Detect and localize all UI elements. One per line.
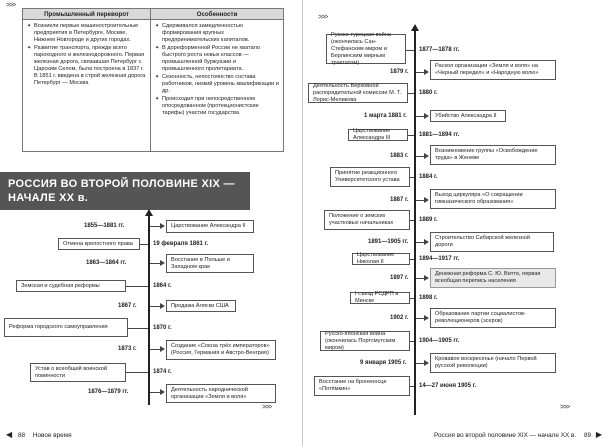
connector [406,50,414,51]
event-label: Принятие реакционного Университетского устава [335,170,400,183]
event-box [166,340,276,360]
timeline-axis [414,30,416,415]
event-label: Продажа Аляски США [171,302,229,309]
arrow [424,239,429,245]
list-item: ✦ В дореформенной России не хватало быстрого роста новых классов — промышленной буржуазии и промышленного пролетариата. [155,45,279,73]
event-label: I съезд РСДРП в Минске [355,291,399,304]
event-box [348,129,408,141]
connector [410,220,414,221]
timeline-date: 1887 г. [390,197,409,203]
table-cell [23,20,151,152]
timeline-date: 1876—1879 гг. [88,389,129,395]
timeline-date: 1894—1917 гг. [419,256,460,262]
event-box [330,167,410,187]
list-item: ✦ Происходил при непосредственном опосредованном (протекционистские тарифы) участии государства [155,96,279,117]
timeline-axis [148,215,150,405]
timeline-date: 1873 г. [118,346,137,352]
event-label: Деятельность Верховной распорядительной комиссии М. Т. Лорис-Меликова [313,82,402,103]
chevron-marker: >>> [262,404,272,411]
industrial-table [22,8,284,152]
arrow [424,360,429,366]
arrow [424,197,429,203]
connector [128,328,148,329]
timeline-date: 1880 г. [419,90,438,96]
event-box [314,376,410,396]
event-box [166,300,236,312]
arrow [160,260,165,266]
event-box [430,145,556,165]
timeline-date: 1889 г. [419,217,438,223]
event-label: Деятельность народнической организации «Земля и воля» [171,386,248,400]
event-box [166,254,254,273]
event-label: Отмена крепостного права [63,240,133,247]
event-label: Восстание в Польше и Западном крае [171,256,230,270]
event-label: Строительство Сибирской железной дороги [435,235,530,248]
timeline-date: 19 февраля 1861 г. [153,241,209,247]
page-footer: ◀ 88 Новое время [6,430,72,439]
event-label: Восстание на броненосце «Потёмкин» [319,379,387,392]
event-label: Выход циркуляра «О сокращении гимназического образования» [435,192,523,205]
timeline-date: 1877—1878 гг. [419,47,460,53]
event-box [430,353,556,373]
timeline-date: 1884 г. [419,174,438,180]
event-label: Реформа городского самоуправления [9,324,108,330]
page-number: 88 [17,432,26,439]
timeline-date: 1898 г. [419,295,438,301]
event-box [4,318,128,337]
timeline-date: 9 января 1905 г. [360,360,407,366]
list-item: ✦ Сезонность, непостоянство состава работников, низкий уровень квалификации и др. [155,74,279,95]
chevron-marker: >>> [6,2,16,9]
arrow [424,153,429,159]
event-label: Создание «Союза трёх императоров» (Россия, Германия и Австро-Венгрия) [171,343,270,356]
event-box [166,220,254,233]
event-label: Положение о земских участковых начальниках [329,213,394,226]
event-label: Убийство Александра II [435,112,497,119]
event-label: Кровавое воскресенье (начало Первой русской революции) [435,356,537,369]
event-box [430,308,556,328]
event-box [430,110,506,122]
chevron-marker: >>> [318,14,328,21]
timeline-date: 1867 г. [118,303,137,309]
right-page [304,0,608,446]
arrow [424,69,429,75]
timeline-date: 14—27 июня 1905 г. [419,383,477,389]
timeline-date: 1891—1905 гг. [368,239,409,245]
page-footer: Россия во второй половине XIX — начале XX в. 89 ▶ [434,430,602,439]
event-label: Царствование Александра III [353,128,391,141]
connector [408,135,414,136]
event-box [352,253,410,265]
page-number: 89 [583,432,592,439]
event-box [324,210,410,230]
event-box [166,384,276,403]
timeline-date: 1864 г. [153,283,172,289]
event-label: Царствование Александра II [171,223,246,229]
connector [410,298,414,299]
table-header: Промышленный переворот [23,9,151,20]
event-box [58,238,140,250]
connector [410,386,414,387]
timeline-date: 1870 г. [153,325,172,331]
timeline-date: 1863—1864 гг. [86,260,127,266]
timeline-date: 1 марта 1881 г. [364,113,407,119]
event-label: Раскол организации «Земля и воля» на «Черный передел» и «Народную волю» [435,63,539,76]
connector [410,177,414,178]
event-label: Устав о всеобщей воинской повинности [35,365,108,379]
event-box [430,232,554,252]
event-label: Русско-японская война (окончилась Портсмутским миром) [325,330,396,351]
connector [126,372,148,373]
connector [410,259,414,260]
event-box [30,363,126,382]
event-label: Образование партии социалистов-революционеров (эсеров) [435,311,526,324]
timeline-date: 1904—1905 гг. [419,338,460,344]
connector [126,286,148,287]
arrow [160,346,165,352]
arrow [424,275,429,281]
list-item: ✦ Возникли первые машиностроительные предприятия в Петербурге, Москве, Нижнем Новгороде и других городах. [27,23,146,44]
connector [410,341,414,342]
arrow [424,315,429,321]
footer-title: Россия во второй половине XIX — начале XX в. [434,432,577,439]
event-label: Царствование Николая II [357,252,395,265]
arrow [160,303,165,309]
chevron-marker: >>> [560,404,570,411]
left-page [0,0,303,446]
chapter-banner: РОССИЯ ВО ВТОРОЙ ПОЛОВИНЕ XIX — НАЧАЛЕ XX в. [0,172,250,210]
event-box [430,268,556,288]
list-item: ✦ Развитие транспорта, прежде всего пароходного и железнодорожного. Первая железная дорога, связавшая Петербург с Царским Селом, была построена в 1837 г. В 1851 г. введена в строй железная дорога Петербург — Москва [27,45,146,87]
event-label: Денежная реформа С. Ю. Витте, первая всеобщая перепись населения [435,271,541,284]
timeline-date: 1902 г. [390,315,409,321]
event-label: Возникновение группы «Освобождение труда» в Женеве [435,148,538,161]
event-box [430,189,556,209]
timeline-date: 1879 г. [390,69,409,75]
timeline-date: 1881—1894 гг. [419,132,460,138]
list-item: ✦ Сдерживался замедленностью формирования крупных предпринимательских капиталов. [155,23,279,44]
table-cell [151,20,284,152]
timeline-date: 1897 г. [390,275,409,281]
arrow [424,113,429,119]
event-box [308,83,408,103]
timeline-date: 1883 г. [390,153,409,159]
timeline-date: 1855—1881 гг. [84,223,125,229]
event-label: Русско-турецкая война (окончилась Сан-Стефанским миром и Берлинским мирным трактатом) [331,31,391,66]
event-box [350,292,410,304]
connector [140,244,148,245]
connector [408,93,414,94]
event-label: Земская и судебная реформы [21,282,100,289]
arrow [160,223,165,229]
event-box [320,331,410,351]
table-header: Особенности [151,9,284,20]
timeline-date: 1874 г. [153,369,172,375]
event-box [430,60,556,80]
footer-title: Новое время [32,432,72,439]
event-box [326,31,406,66]
arrow [160,389,165,395]
event-box [16,280,126,292]
